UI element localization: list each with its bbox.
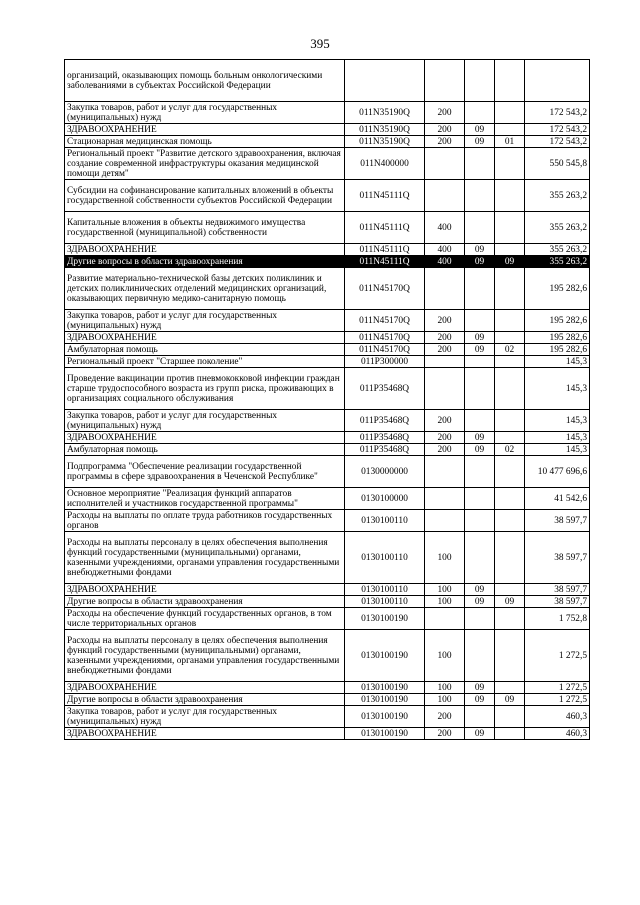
cell-section: 09 xyxy=(465,584,495,596)
cell-section: 09 xyxy=(465,728,495,740)
table-row xyxy=(65,584,590,596)
cell-subsection: 09 xyxy=(495,596,525,608)
cell-code: 0130100190 xyxy=(345,630,425,682)
table-row xyxy=(65,310,590,332)
table-row xyxy=(65,630,590,682)
cell-name: Расходы на выплаты по оплате труда работников государственных органов xyxy=(65,510,345,532)
table-row xyxy=(65,148,590,180)
cell-name: Развитие материально-технической базы детских поликлиник и детских поликлинических отделений медицинских организаций, оказывающих первичную медико-санитарную помощь xyxy=(65,268,345,310)
cell-name: ЗДРАВООХРАНЕНИЕ xyxy=(65,244,345,256)
table-row xyxy=(65,60,590,102)
cell-name: ЗДРАВООХРАНЕНИЕ xyxy=(65,584,345,596)
cell-code: 011P35468Q xyxy=(345,432,425,444)
table-row xyxy=(65,596,590,608)
page-number: 395 xyxy=(310,36,330,51)
cell-subsection xyxy=(495,102,525,124)
cell-code: 0130100190 xyxy=(345,728,425,740)
cell-amount: 195 282,6 xyxy=(525,268,590,310)
cell-expense-type: 400 xyxy=(425,244,465,256)
cell-expense-type: 200 xyxy=(425,410,465,432)
cell-section xyxy=(465,368,495,410)
cell-code: 011N45170Q xyxy=(345,344,425,356)
table-row xyxy=(65,102,590,124)
cell-amount: 10 477 696,6 xyxy=(525,456,590,488)
cell-section: 09 xyxy=(465,444,495,456)
table-row xyxy=(65,510,590,532)
table-row xyxy=(65,728,590,740)
cell-code: 011N35190Q xyxy=(345,124,425,136)
cell-amount: 38 597,7 xyxy=(525,584,590,596)
cell-section: 09 xyxy=(465,596,495,608)
cell-expense-type xyxy=(425,148,465,180)
cell-subsection xyxy=(495,532,525,584)
cell-expense-type: 200 xyxy=(425,136,465,148)
cell-section xyxy=(465,180,495,212)
cell-amount xyxy=(525,60,590,102)
cell-subsection xyxy=(495,608,525,630)
cell-amount: 41 542,6 xyxy=(525,488,590,510)
cell-name: Амбулаторная помощь xyxy=(65,344,345,356)
cell-name: Капитальные вложения в объекты недвижимого имущества государственной (муниципальной) собственности xyxy=(65,212,345,244)
cell-subsection xyxy=(495,630,525,682)
cell-name: Проведение вакцинации против пневмококковой инфекции граждан старше трудоспособного возраста из групп риска, проживающих в организациях социального обслуживания xyxy=(65,368,345,410)
table-row xyxy=(65,608,590,630)
cell-name: Региональный проект "Старшее поколение" xyxy=(65,356,345,368)
cell-subsection xyxy=(495,728,525,740)
table-row xyxy=(65,432,590,444)
cell-name: ЗДРАВООХРАНЕНИЕ xyxy=(65,728,345,740)
cell-section xyxy=(465,488,495,510)
cell-code: 0130100110 xyxy=(345,532,425,584)
cell-amount: 145,3 xyxy=(525,368,590,410)
cell-expense-type xyxy=(425,456,465,488)
cell-expense-type: 100 xyxy=(425,596,465,608)
cell-subsection xyxy=(495,368,525,410)
cell-amount: 550 545,8 xyxy=(525,148,590,180)
cell-name: Другие вопросы в области здравоохранения xyxy=(65,596,345,608)
cell-amount: 172 543,2 xyxy=(525,124,590,136)
cell-amount: 38 597,7 xyxy=(525,596,590,608)
cell-expense-type: 200 xyxy=(425,124,465,136)
cell-subsection xyxy=(495,356,525,368)
table-row xyxy=(65,332,590,344)
cell-section xyxy=(465,410,495,432)
cell-subsection xyxy=(495,268,525,310)
cell-code: 011N45170Q xyxy=(345,268,425,310)
table-row xyxy=(65,212,590,244)
cell-name: ЗДРАВООХРАНЕНИЕ xyxy=(65,332,345,344)
cell-expense-type xyxy=(425,608,465,630)
cell-subsection xyxy=(495,180,525,212)
cell-section: 09 xyxy=(465,332,495,344)
cell-amount: 355 263,2 xyxy=(525,244,590,256)
cell-expense-type: 200 xyxy=(425,310,465,332)
cell-amount: 460,3 xyxy=(525,706,590,728)
cell-code: 0130100110 xyxy=(345,584,425,596)
cell-subsection: 02 xyxy=(495,444,525,456)
table-row xyxy=(65,356,590,368)
cell-expense-type: 200 xyxy=(425,444,465,456)
cell-code: 011N35190Q xyxy=(345,136,425,148)
cell-amount: 355 263,2 xyxy=(525,256,590,268)
cell-code: 011N45111Q xyxy=(345,180,425,212)
cell-section: 09 xyxy=(465,682,495,694)
cell-subsection xyxy=(495,148,525,180)
cell-amount: 195 282,6 xyxy=(525,344,590,356)
cell-subsection: 01 xyxy=(495,136,525,148)
cell-expense-type xyxy=(425,356,465,368)
cell-amount: 195 282,6 xyxy=(525,332,590,344)
cell-section xyxy=(465,510,495,532)
cell-subsection xyxy=(495,584,525,596)
cell-name: Амбулаторная помощь xyxy=(65,444,345,456)
cell-section xyxy=(465,268,495,310)
cell-name: Основное мероприятие "Реализация функций аппаратов исполнителей и участников государственной программы" xyxy=(65,488,345,510)
cell-amount: 38 597,7 xyxy=(525,532,590,584)
cell-amount: 145,3 xyxy=(525,356,590,368)
cell-subsection xyxy=(495,456,525,488)
cell-amount: 38 597,7 xyxy=(525,510,590,532)
table-row xyxy=(65,256,590,268)
cell-expense-type xyxy=(425,368,465,410)
cell-subsection: 09 xyxy=(495,256,525,268)
cell-code: 0130100190 xyxy=(345,706,425,728)
cell-section: 09 xyxy=(465,136,495,148)
cell-name: Другие вопросы в области здравоохранения xyxy=(65,694,345,706)
cell-code: 0130100110 xyxy=(345,596,425,608)
cell-code: 011P35468Q xyxy=(345,410,425,432)
cell-code: 0130000000 xyxy=(345,456,425,488)
cell-name: организаций, оказывающих помощь больным онкологическими заболеваниями в субъектах Российской Федерации xyxy=(65,60,345,102)
cell-amount: 355 263,2 xyxy=(525,212,590,244)
cell-amount: 355 263,2 xyxy=(525,180,590,212)
cell-name: ЗДРАВООХРАНЕНИЕ xyxy=(65,432,345,444)
cell-subsection xyxy=(495,706,525,728)
table-row xyxy=(65,532,590,584)
table-row xyxy=(65,488,590,510)
cell-section xyxy=(465,608,495,630)
cell-subsection xyxy=(495,244,525,256)
cell-code: 0130100190 xyxy=(345,694,425,706)
cell-amount: 1 752,8 xyxy=(525,608,590,630)
table-row xyxy=(65,180,590,212)
cell-name: Подпрограмма "Обеспечение реализации государственной программы в сфере здравоохранения в Чеченской Республике" xyxy=(65,456,345,488)
cell-amount: 145,3 xyxy=(525,410,590,432)
cell-amount: 1 272,5 xyxy=(525,630,590,682)
cell-subsection xyxy=(495,410,525,432)
cell-code: 0130100190 xyxy=(345,608,425,630)
cell-subsection xyxy=(495,682,525,694)
cell-section xyxy=(465,532,495,584)
cell-name: Закупка товаров, работ и услуг для государственных (муниципальных) нужд xyxy=(65,102,345,124)
cell-code: 0130100190 xyxy=(345,682,425,694)
cell-subsection xyxy=(495,60,525,102)
cell-name: Субсидии на софинансирование капитальных вложений в объекты государственной собственности субъектов Российской Федерации xyxy=(65,180,345,212)
cell-section: 09 xyxy=(465,124,495,136)
cell-name: Закупка товаров, работ и услуг для государственных (муниципальных) нужд xyxy=(65,410,345,432)
cell-section xyxy=(465,630,495,682)
cell-expense-type: 200 xyxy=(425,344,465,356)
cell-section: 09 xyxy=(465,694,495,706)
cell-subsection xyxy=(495,212,525,244)
cell-name: Расходы на обеспечение функций государственных органов, в том числе территориальных органов xyxy=(65,608,345,630)
cell-code: 0130100110 xyxy=(345,510,425,532)
cell-expense-type xyxy=(425,180,465,212)
cell-subsection xyxy=(495,332,525,344)
cell-amount: 145,3 xyxy=(525,432,590,444)
cell-section xyxy=(465,102,495,124)
table-row xyxy=(65,456,590,488)
cell-expense-type: 400 xyxy=(425,212,465,244)
cell-expense-type: 200 xyxy=(425,728,465,740)
cell-code: 011N45111Q xyxy=(345,256,425,268)
table-row xyxy=(65,268,590,310)
cell-amount: 145,3 xyxy=(525,444,590,456)
table-row xyxy=(65,444,590,456)
cell-subsection xyxy=(495,124,525,136)
cell-name: ЗДРАВООХРАНЕНИЕ xyxy=(65,124,345,136)
cell-code: 011N45170Q xyxy=(345,332,425,344)
cell-expense-type xyxy=(425,510,465,532)
cell-code: 011N400000 xyxy=(345,148,425,180)
cell-name: Расходы на выплаты персоналу в целях обеспечения выполнения функций государственными (муниципальными) органами, казенными учреждениями, органами управления государственными внебюджетными фондами xyxy=(65,532,345,584)
cell-code: 011N45170Q xyxy=(345,310,425,332)
cell-amount: 172 543,2 xyxy=(525,102,590,124)
cell-section xyxy=(465,706,495,728)
table-row xyxy=(65,706,590,728)
cell-section: 09 xyxy=(465,432,495,444)
cell-subsection xyxy=(495,310,525,332)
cell-section xyxy=(465,148,495,180)
table-row xyxy=(65,136,590,148)
cell-code xyxy=(345,60,425,102)
table-row xyxy=(65,124,590,136)
cell-section xyxy=(465,310,495,332)
cell-section xyxy=(465,356,495,368)
cell-section: 09 xyxy=(465,244,495,256)
table-row xyxy=(65,368,590,410)
table-body xyxy=(65,60,590,740)
cell-code: 011N45111Q xyxy=(345,212,425,244)
cell-section: 09 xyxy=(465,344,495,356)
table-row xyxy=(65,410,590,432)
cell-code: 0130100000 xyxy=(345,488,425,510)
cell-expense-type: 100 xyxy=(425,694,465,706)
cell-amount: 195 282,6 xyxy=(525,310,590,332)
cell-subsection: 09 xyxy=(495,694,525,706)
cell-expense-type: 100 xyxy=(425,532,465,584)
cell-code: 011P35468Q xyxy=(345,368,425,410)
cell-name: Другие вопросы в области здравоохранения xyxy=(65,256,345,268)
cell-expense-type: 200 xyxy=(425,332,465,344)
cell-name: Региональный проект "Развитие детского здравоохранения, включая создание современной инфраструктуры оказания медицинской помощи детям" xyxy=(65,148,345,180)
cell-name: Закупка товаров, работ и услуг для государственных (муниципальных) нужд xyxy=(65,706,345,728)
cell-code: 011N35190Q xyxy=(345,102,425,124)
cell-expense-type xyxy=(425,488,465,510)
cell-expense-type: 100 xyxy=(425,682,465,694)
cell-section: 09 xyxy=(465,256,495,268)
cell-code: 011P300000 xyxy=(345,356,425,368)
cell-subsection: 02 xyxy=(495,344,525,356)
cell-code: 011N45111Q xyxy=(345,244,425,256)
table-row xyxy=(65,682,590,694)
cell-expense-type: 200 xyxy=(425,102,465,124)
cell-amount: 1 272,5 xyxy=(525,682,590,694)
cell-subsection xyxy=(495,432,525,444)
cell-name: Расходы на выплаты персоналу в целях обеспечения выполнения функций государственными (муниципальными) органами, казенными учреждениями, органами управления государственными внебюджетными фондами xyxy=(65,630,345,682)
cell-expense-type: 100 xyxy=(425,630,465,682)
cell-expense-type: 100 xyxy=(425,584,465,596)
cell-name: ЗДРАВООХРАНЕНИЕ xyxy=(65,682,345,694)
cell-expense-type: 400 xyxy=(425,256,465,268)
table-row xyxy=(65,344,590,356)
table-row xyxy=(65,244,590,256)
cell-section xyxy=(465,60,495,102)
cell-expense-type: 200 xyxy=(425,706,465,728)
cell-subsection xyxy=(495,510,525,532)
cell-name: Стационарная медицинская помощь xyxy=(65,136,345,148)
cell-name: Закупка товаров, работ и услуг для государственных (муниципальных) нужд xyxy=(65,310,345,332)
cell-subsection xyxy=(495,488,525,510)
cell-code: 011P35468Q xyxy=(345,444,425,456)
table-row xyxy=(65,694,590,706)
cell-amount: 172 543,2 xyxy=(525,136,590,148)
cell-amount: 1 272,5 xyxy=(525,694,590,706)
cell-expense-type xyxy=(425,60,465,102)
cell-section xyxy=(465,212,495,244)
cell-amount: 460,3 xyxy=(525,728,590,740)
cell-section xyxy=(465,456,495,488)
budget-table xyxy=(64,59,590,740)
cell-expense-type xyxy=(425,268,465,310)
cell-expense-type: 200 xyxy=(425,432,465,444)
